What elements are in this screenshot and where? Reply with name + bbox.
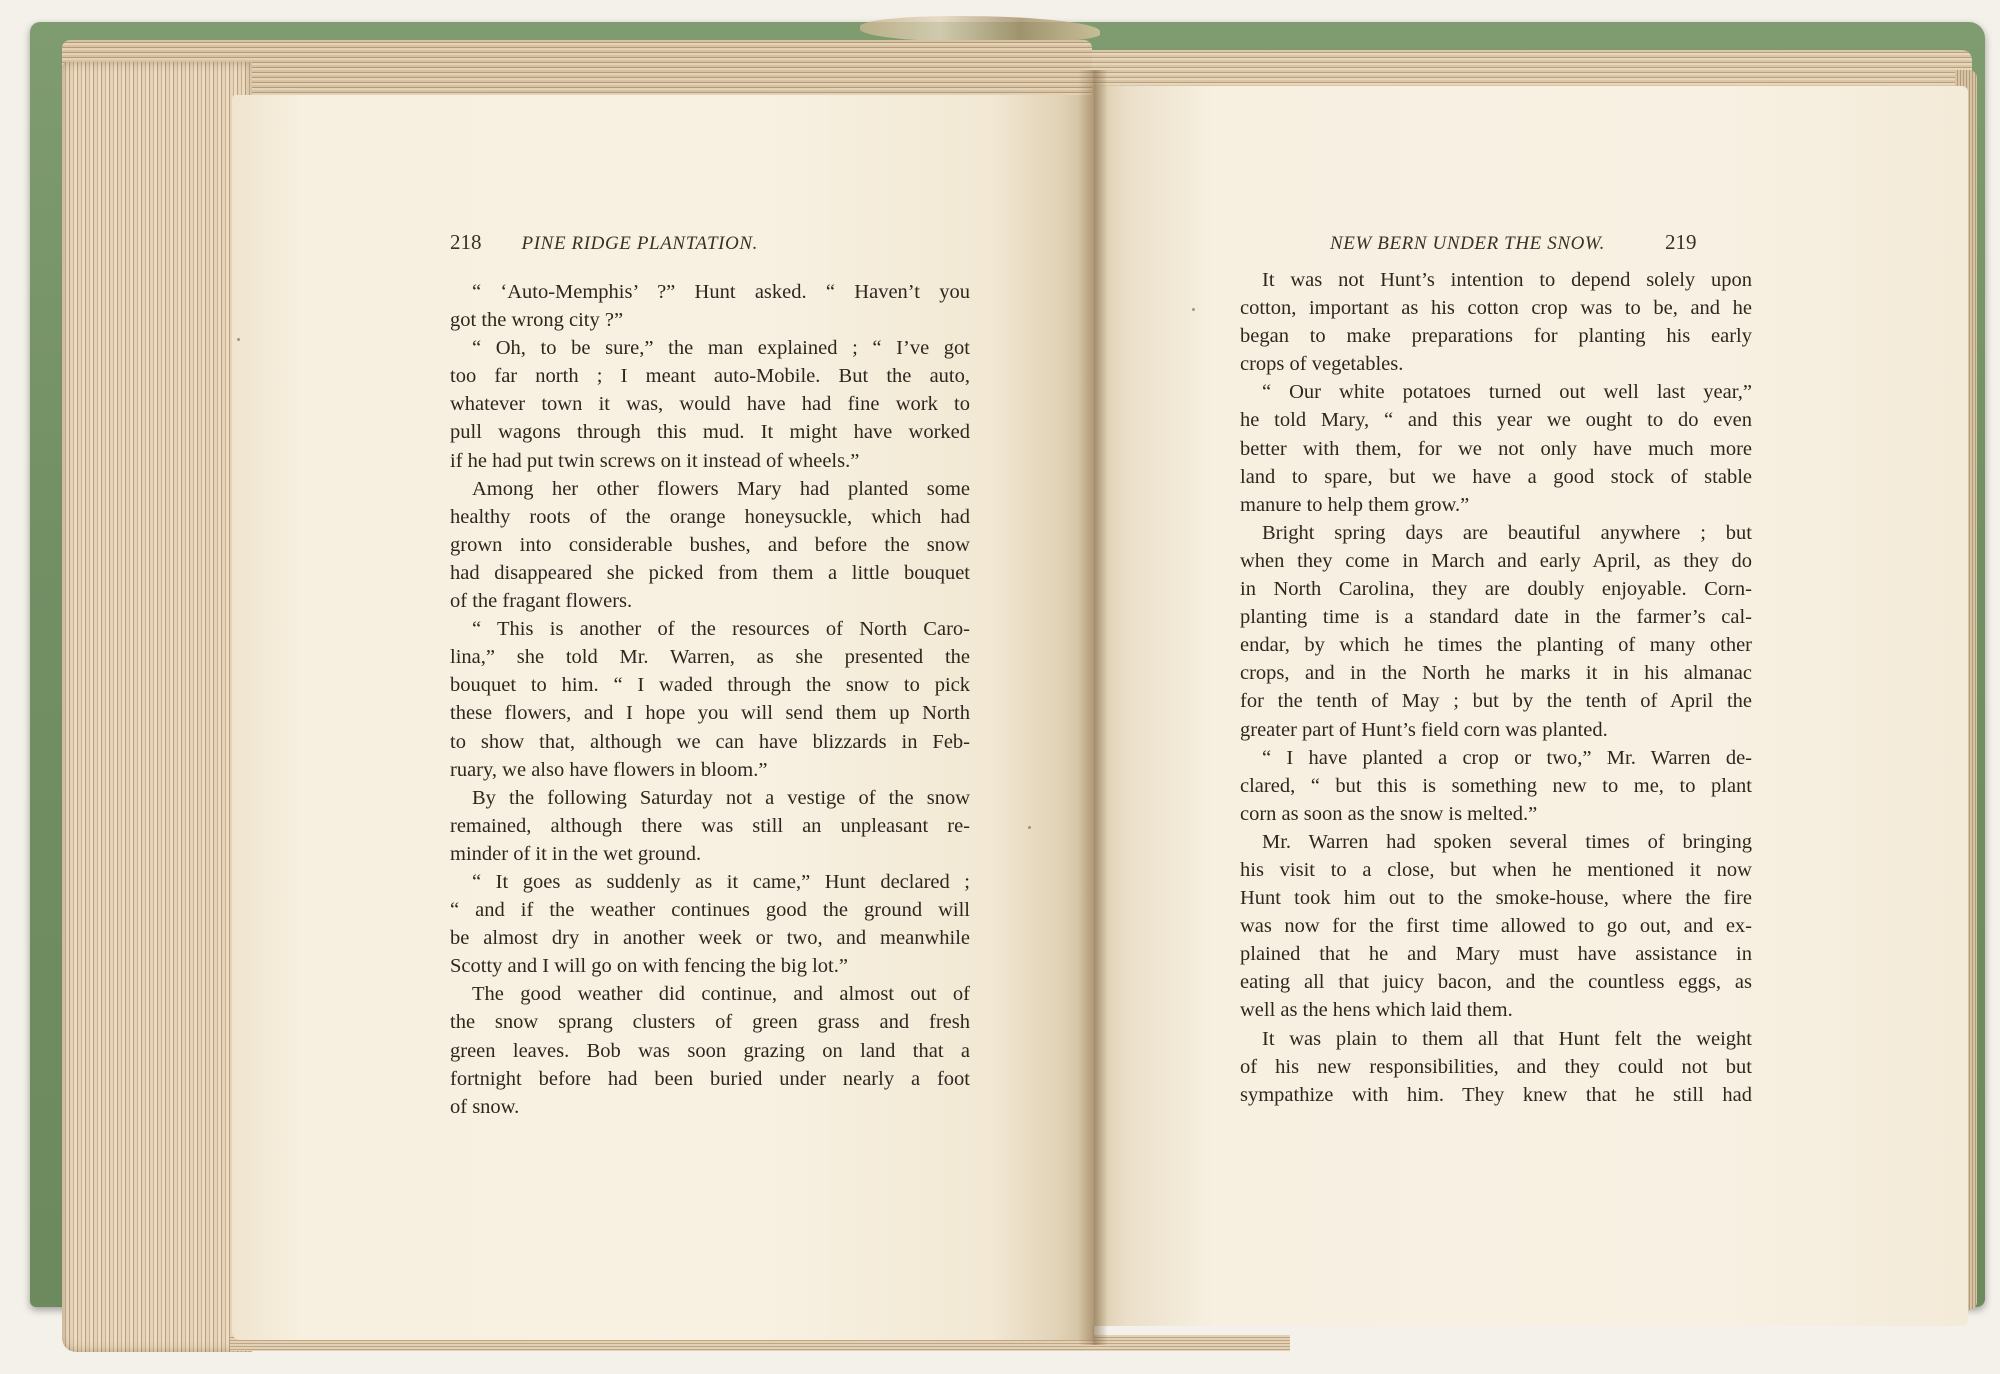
text-line: “ ‘Auto-Memphis’ ?” Hunt asked. “ Haven’t you: [472, 281, 970, 303]
text-line: pull wagons through this mud. It might have worked: [450, 421, 970, 444]
paper-speck: [1192, 308, 1195, 311]
text-line: the snow sprang clusters of green grass and fresh: [450, 1011, 970, 1034]
text-line: “ This is another of the resources of North Caro-: [472, 618, 970, 641]
text-line: eating all that juicy bacon, and the countless eggs, as: [1240, 971, 1752, 994]
text-line: got the wrong city ?”: [450, 309, 624, 332]
text-line: remained, although there was still an unpleasant re-: [450, 814, 970, 837]
text-line: manure to help them grow.”: [1240, 493, 1470, 516]
text-line: grown into considerable bushes, and before the snow: [450, 533, 970, 556]
page-edges-top-right: [1092, 50, 1972, 90]
text-line: ruary, we also have flowers in bloom.”: [450, 758, 768, 781]
text-line: sympathize with him. They knew that he still had: [1240, 1083, 1752, 1106]
text-line: It was plain to them all that Hunt felt the weight: [1262, 1027, 1752, 1050]
text-line: It was not Hunt’s intention to depend solely upon: [1262, 269, 1752, 291]
text-line: Hunt took him out to the smoke-house, where the fire: [1240, 887, 1752, 910]
text-line: endar, by which he times the planting of many other: [1240, 634, 1752, 657]
text-line: greater part of Hunt’s field corn was planted.: [1240, 718, 1608, 741]
right-running-head: [1330, 230, 1697, 255]
text-line: whatever town it was, would have had fine work to: [450, 393, 970, 416]
text-line: of snow.: [450, 1095, 520, 1118]
right-page-number: 219: [1665, 230, 1697, 254]
text-line: “ It goes as suddenly as it came,” Hunt declared ;: [472, 870, 970, 893]
text-line: “ I have planted a crop or two,” Mr. Warren de-: [1262, 746, 1752, 769]
text-line: The good weather did continue, and almost out of: [472, 983, 970, 1006]
text-line: of his new responsibilities, and they could not but: [1240, 1055, 1752, 1078]
text-line: was now for the first time allowed to go out, and ex-: [1240, 915, 1752, 938]
left-running-head: [450, 230, 758, 255]
text-line: of the fragant flowers.: [450, 590, 633, 613]
text-line: plained that he and Mary must have assistance in: [1240, 943, 1752, 966]
text-line: be almost dry in another week or two, and meanwhile: [450, 927, 970, 950]
torn-spine-fabric: [860, 16, 1100, 42]
text-line: to show that, although we can have blizzards in Feb-: [450, 730, 970, 753]
text-line: bouquet to him. “ I waded through the snow to pick: [450, 674, 970, 697]
text-line: fortnight before had been buried under nearly a foot: [450, 1067, 970, 1090]
left-page-text: [450, 278, 970, 1121]
text-line: in North Carolina, they are doubly enjoyable. Corn-: [1240, 578, 1752, 601]
text-line: “ Our white potatoes turned out well last year,”: [1262, 381, 1752, 404]
text-line: “ and if the weather continues good the ground will: [450, 899, 970, 922]
text-line: clared, “ but this is something new to me, to plant: [1240, 774, 1752, 797]
text-line: too far north ; I meant auto-Mobile. But the auto,: [450, 365, 970, 388]
text-line: well as the hens which laid them.: [1240, 999, 1513, 1022]
paper-speck: [1028, 826, 1031, 829]
left-running-title: PINE RIDGE PLANTATION.: [521, 233, 758, 254]
text-line: crops, and in the North he marks it in his almanac: [1240, 662, 1752, 685]
text-line: land to spare, but we have a good stock of stable: [1240, 465, 1752, 488]
text-line: minder of it in the wet ground.: [450, 842, 702, 865]
text-line: Bright spring days are beautiful anywhere ; but: [1262, 521, 1752, 544]
text-line: planting time is a standard date in the farmer’s cal-: [1240, 606, 1752, 629]
text-line: if he had put twin screws on it instead of wheels.”: [450, 449, 860, 472]
text-line: cotton, important as his cotton crop was to be, and he: [1240, 297, 1752, 320]
text-line: began to make preparations for planting his early: [1240, 325, 1752, 348]
right-running-title: NEW BERN UNDER THE SNOW.: [1330, 233, 1605, 254]
right-page-text: [1240, 266, 1752, 1109]
text-line: he told Mary, “ and this year we ought to do even: [1240, 409, 1752, 432]
paper-speck: [237, 338, 240, 341]
text-line: “ Oh, to be sure,” the man explained ; “ I’ve got: [472, 337, 970, 360]
text-line: for the tenth of May ; but by the tenth of April the: [1240, 690, 1752, 713]
text-line: crops of vegetables.: [1240, 353, 1404, 376]
text-line: By the following Saturday not a vestige of the snow: [472, 786, 970, 809]
text-line: healthy roots of the orange honeysuckle, which had: [450, 505, 970, 528]
text-line: Among her other flowers Mary had planted some: [472, 477, 970, 500]
book-gutter: [1078, 70, 1108, 1345]
text-line: corn as soon as the snow is melted.”: [1240, 802, 1538, 825]
page-edges-left-block: [62, 62, 252, 1352]
text-line: these flowers, and I hope you will send them up North: [450, 702, 970, 725]
text-line: when they come in March and early April, as they do: [1240, 549, 1752, 572]
text-line: his visit to a close, but when he mentioned it now: [1240, 858, 1752, 881]
left-page-number: 218: [450, 230, 482, 254]
text-line: green leaves. Bob was soon grazing on land that a: [450, 1039, 970, 1062]
text-line: Mr. Warren had spoken several times of bringing: [1262, 830, 1752, 853]
text-line: lina,” she told Mr. Warren, as she presented the: [450, 646, 970, 669]
text-line: better with them, for we not only have much more: [1240, 437, 1752, 460]
text-line: had disappeared she picked from them a little bouquet: [450, 561, 970, 584]
text-line: Scotty and I will go on with fencing the big lot.”: [450, 955, 848, 978]
